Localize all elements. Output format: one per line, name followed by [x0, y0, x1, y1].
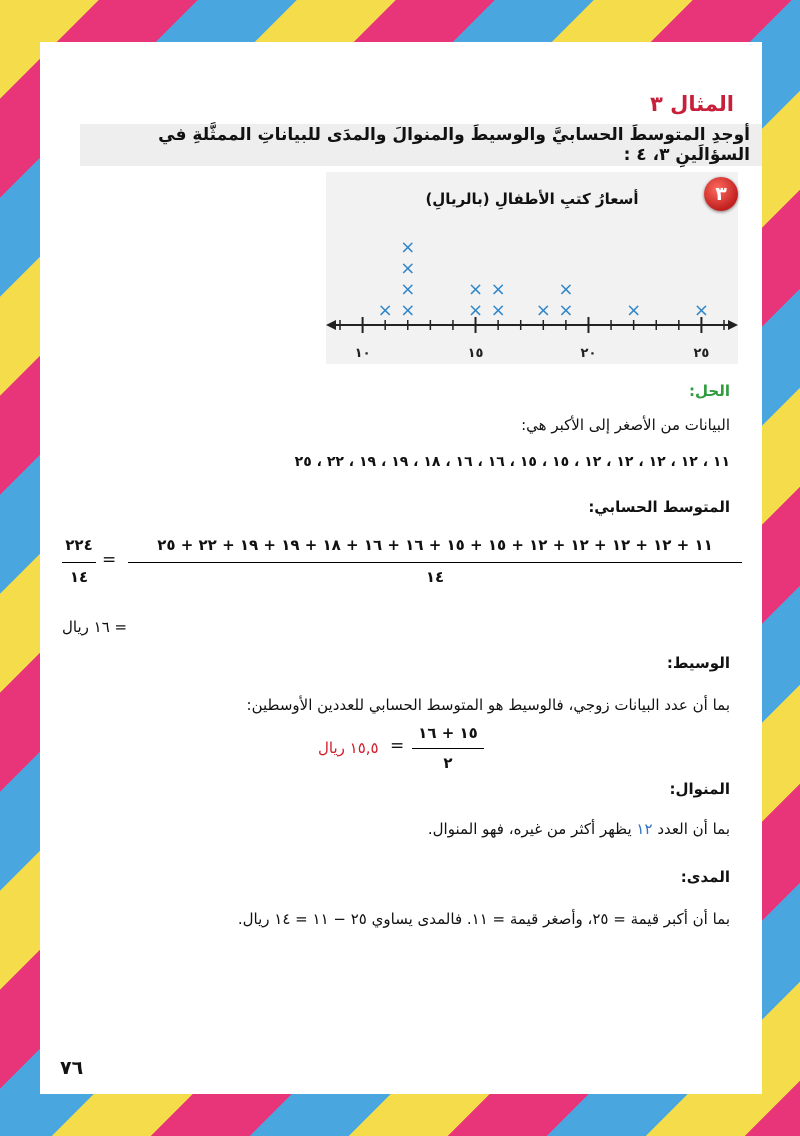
- data-point-x-mark: ×: [400, 300, 416, 321]
- mean-heading: المتوسط الحسابي:: [588, 498, 730, 516]
- data-point-x-mark: ×: [693, 300, 709, 321]
- axis-tick-label: ٢٠: [580, 346, 597, 361]
- data-point-x-mark: ×: [558, 300, 574, 321]
- mean-equals: =: [102, 550, 117, 570]
- mean-numerator: ١١ + ١٢ + ١٢ + ١٢ + ١٢ + ١٥ + ١٥ + ١٦ + ١٦ + ١٨ + ١٩ + ١٩ + ٢٢ + ٢٥: [157, 536, 713, 554]
- axis-arrow-right: [728, 320, 738, 330]
- median-numerator: ١٥ + ١٦: [418, 724, 478, 742]
- axis-tick-label: ٢٥: [693, 346, 710, 361]
- mode-number: ١٢: [636, 820, 653, 838]
- question-banner: [80, 124, 762, 166]
- data-point-x-mark: ×: [490, 279, 506, 300]
- mean-sum-line: [62, 562, 96, 563]
- question-text: أوجدِ المتوسطَ الحسابيَّ والوسيطَ والمنوالَ والمدَى للبياناتِ الممثَّلةِ في السؤالَينِ ٣، ٤ :: [158, 125, 750, 165]
- data-point-x-mark: ×: [535, 300, 551, 321]
- mode-text-before: بما أن العدد: [657, 820, 730, 838]
- data-point-x-mark: ×: [490, 300, 506, 321]
- median-equals: =: [390, 736, 405, 756]
- median-fraction-line: [412, 748, 484, 749]
- mean-denominator: ١٤: [425, 568, 445, 586]
- axis-tick-label: ١٠: [354, 346, 371, 361]
- median-text: بما أن عدد البيانات زوجي، فالوسيط هو المتوسط الحسابي للعددين الأوسطين:: [246, 696, 730, 714]
- example-title: المثال ٣: [650, 92, 734, 116]
- mean-sum-numerator: ٢٢٤: [65, 536, 93, 554]
- mode-text-after: يظهر أكثر من غيره، فهو المنوال.: [427, 820, 632, 838]
- range-heading: المدى:: [680, 868, 730, 886]
- data-point-x-mark: ×: [558, 279, 574, 300]
- data-point-x-mark: ×: [467, 279, 484, 300]
- axis-arrow-left: [326, 320, 336, 330]
- line-plot: [326, 172, 738, 364]
- mode-heading: المنوال:: [669, 780, 730, 798]
- mode-text: [428, 820, 730, 838]
- line-plot-panel: [326, 172, 738, 364]
- textbook-page: [40, 42, 762, 1094]
- sorted-intro: البيانات من الأصغر إلى الأكبر هي:: [521, 416, 730, 434]
- data-point-x-mark: ×: [400, 279, 416, 300]
- solution-label: الحل:: [689, 382, 730, 400]
- data-point-x-mark: ×: [377, 300, 393, 321]
- data-point-x-mark: ×: [400, 237, 416, 258]
- median-heading: الوسيط:: [666, 654, 730, 672]
- page-number: ٧٦: [60, 1057, 84, 1079]
- question-number-badge: ٣: [704, 177, 738, 211]
- data-point-x-mark: ×: [400, 258, 416, 279]
- chart-title: أسعارُ كتبِ الأطفالِ (بالريالِ): [425, 190, 639, 208]
- data-point-x-mark: ×: [467, 300, 484, 321]
- mean-sum-denominator: ١٤: [69, 568, 89, 586]
- median-result: ١٥,٥ ريال: [318, 739, 379, 757]
- mean-result: = ١٦ ريال: [62, 618, 128, 636]
- sorted-values: ١١ ، ١٢ ، ١٢ ، ١٢ ، ١٢ ، ١٥ ، ١٥ ، ١٦ ، ١٦ ، ١٨ ، ١٩ ، ١٩ ، ٢٢ ، ٢٥: [294, 454, 730, 470]
- mean-fraction-line: [128, 562, 742, 563]
- axis-tick-label: ١٥: [467, 346, 484, 361]
- median-denominator: ٢: [443, 754, 453, 772]
- range-text: بما أن أكبر قيمة = ٢٥، وأصغر قيمة = ١١. فالمدى يساوي ٢٥ − ١١ = ١٤ ريال.: [237, 910, 730, 928]
- data-point-x-mark: ×: [626, 300, 642, 321]
